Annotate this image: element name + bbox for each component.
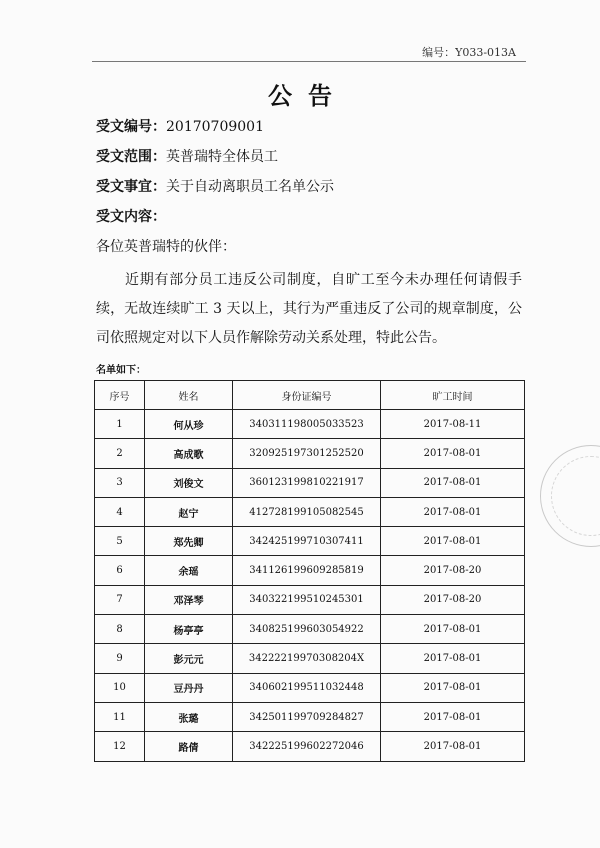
employee-table [94,380,525,762]
cell-date: 2017-08-01 [381,439,525,468]
cell-id: 340602199511032448 [233,673,381,702]
cell-id: 342222199703082​04X [233,644,381,673]
cell-number: 1 [95,410,145,439]
cell-number: 7 [95,585,145,614]
cell-name: 杨亭亭 [145,615,233,644]
cell-id: 342501199709284827 [233,702,381,731]
column-header-date: 旷工时间 [381,381,525,410]
cell-name: 张璐 [145,702,233,731]
cell-number: 3 [95,468,145,497]
table-body [95,410,525,762]
official-seal-inner-ring [551,456,600,536]
cell-name: 郑先卿 [145,527,233,556]
column-header-number: 序号 [95,381,145,410]
table-row [95,527,525,556]
column-header-id: 身份证编号 [233,381,381,410]
cell-date: 2017-08-11 [381,410,525,439]
table-row [95,673,525,702]
field-scope-label: 受文范围： [96,149,166,165]
cell-date: 2017-08-20 [381,585,525,614]
cell-date: 2017-08-01 [381,468,525,497]
cell-name: 邓泽琴 [145,585,233,614]
field-subject-label: 受文事宜： [96,179,166,195]
cell-id: 340322199510245301 [233,585,381,614]
cell-number: 4 [95,497,145,526]
list-label: 名单如下： [96,365,146,376]
notice-body: 近期有部分员工违反公司制度，自旷工至今未办理任何请假手续，无故连续旷工 3 天以上，其行为严重违反了公司的规章制度，公司依照规定对以下人员作解除劳动关系处理，特此公告。 [96,272,522,346]
table-header-row [95,381,525,410]
cell-date: 2017-08-01 [381,673,525,702]
table-row [95,615,525,644]
field-subject [96,176,334,196]
cell-name: 余瑶 [145,556,233,585]
cell-id: 320925197301252520 [233,439,381,468]
cell-id: 412728199105082545 [233,497,381,526]
table-row [95,410,525,439]
document-number: 编号：Y033-013A [422,46,516,59]
table-row [95,702,525,731]
column-header-name: 姓名 [145,381,233,410]
cell-name: 高成歌 [145,439,233,468]
field-scope [96,146,278,166]
header-rule [92,61,526,62]
page-title: 公告 [268,81,348,110]
table-row [95,439,525,468]
greeting: 各位英普瑞特的伙伴： [96,239,236,255]
cell-name: 刘俊文 [145,468,233,497]
table-row [95,644,525,673]
cell-name: 何从珍 [145,410,233,439]
official-seal [540,445,600,547]
cell-id: 360123199810221917 [233,468,381,497]
cell-name: 赵宁 [145,497,233,526]
table-row [95,497,525,526]
cell-date: 2017-08-01 [381,702,525,731]
cell-name: 豆丹丹 [145,673,233,702]
table-row [95,556,525,585]
table-row [95,585,525,614]
cell-number: 8 [95,615,145,644]
cell-number: 9 [95,644,145,673]
cell-date: 2017-08-20 [381,556,525,585]
field-subject-value: 关于自动离职员工名单公示 [166,179,334,195]
cell-id: 342425199710307411 [233,527,381,556]
field-scope-value: 英普瑞特全体员工 [166,149,278,165]
cell-date: 2017-08-01 [381,615,525,644]
cell-number: 5 [95,527,145,556]
field-doc-number-value: 20170709001 [166,119,264,135]
cell-date: 2017-08-01 [381,644,525,673]
table-row [95,468,525,497]
field-doc-number-label: 受文编号： [96,119,166,135]
field-content-label: 受文内容： [96,209,166,225]
cell-id: 341126199609285819 [233,556,381,585]
cell-id: 340311198005033523 [233,410,381,439]
cell-number: 2 [95,439,145,468]
cell-date: 2017-08-01 [381,527,525,556]
cell-name: 彭元元 [145,644,233,673]
cell-number: 11 [95,702,145,731]
cell-date: 2017-08-01 [381,497,525,526]
cell-number: 6 [95,556,145,585]
field-content [96,206,166,226]
cell-number: 12 [95,732,145,761]
cell-date: 2017-08-01 [381,732,525,761]
cell-number: 10 [95,673,145,702]
cell-id: 340825199603054922 [233,615,381,644]
field-doc-number [96,116,264,136]
cell-name: 路倩 [145,732,233,761]
table-row [95,732,525,761]
cell-id: 342225199602272046 [233,732,381,761]
